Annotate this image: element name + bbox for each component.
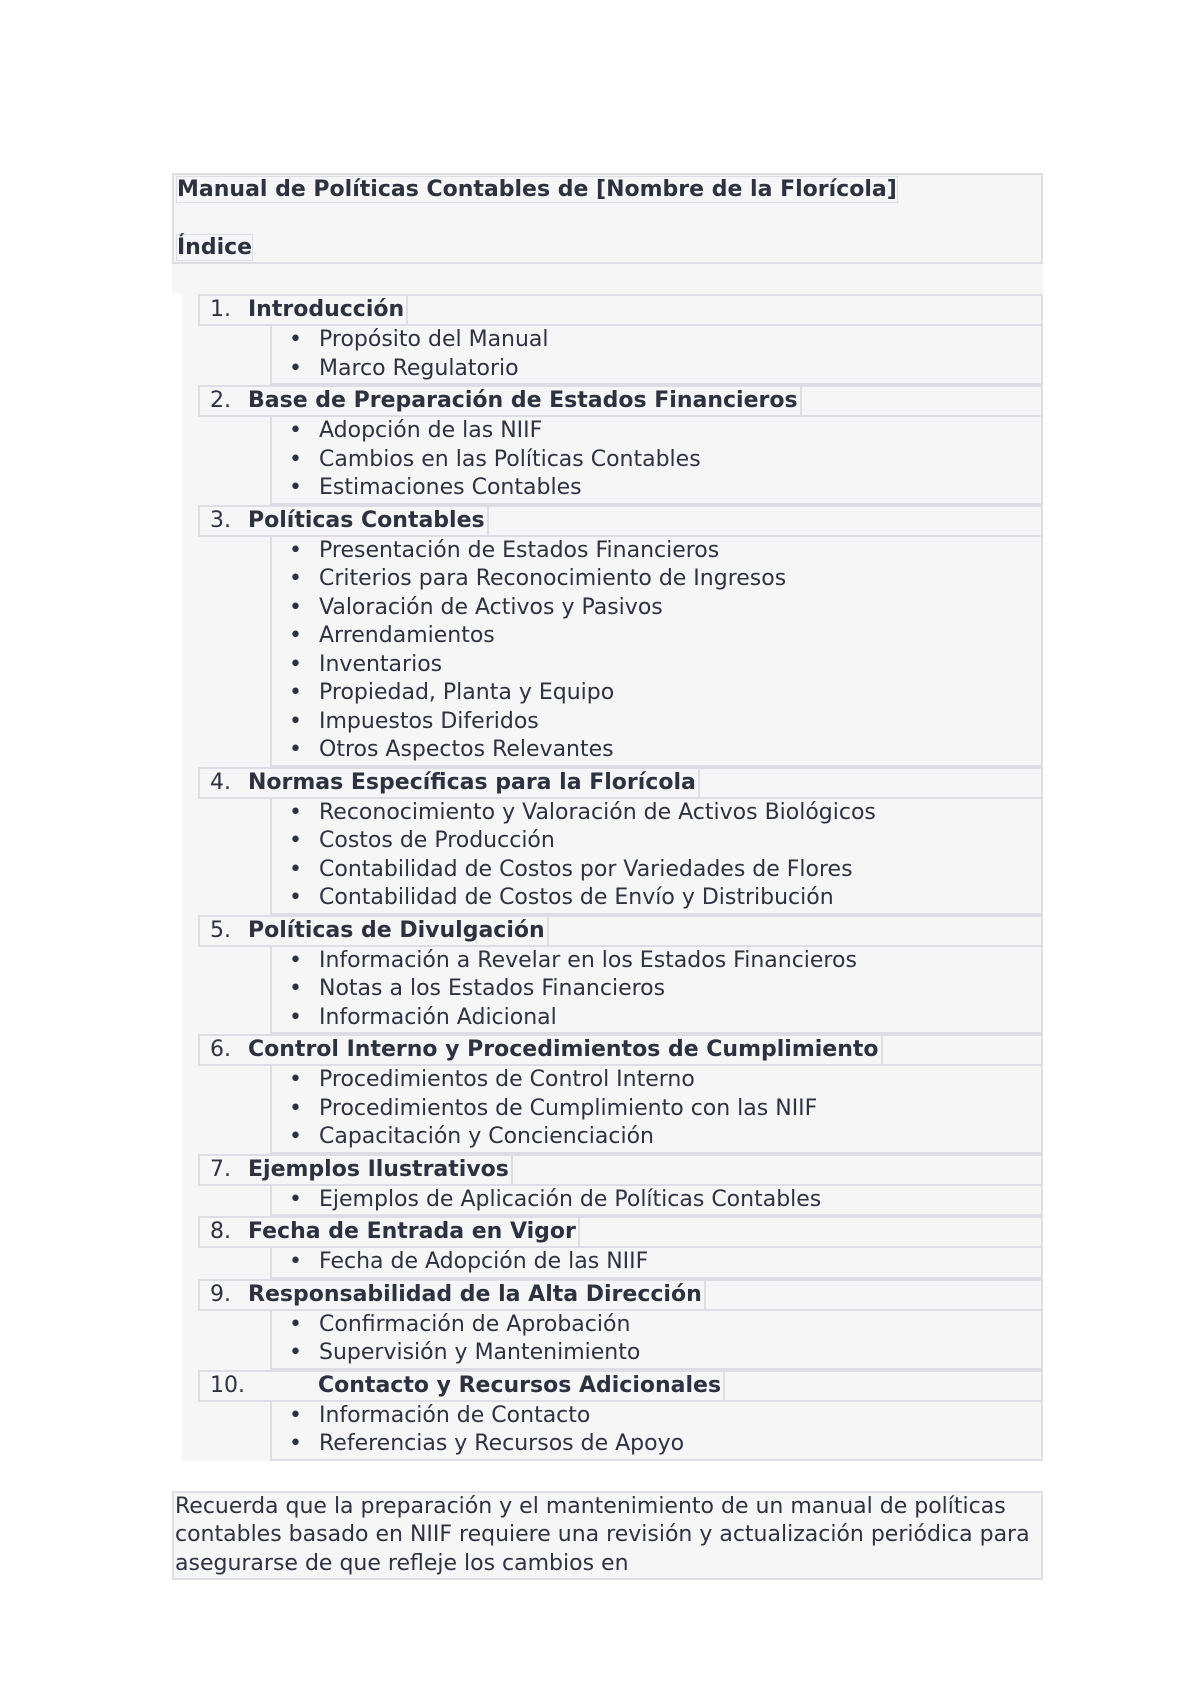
bullet-icon: •: [289, 737, 302, 762]
list-item-label: Información a Revelar en los Estados Financieros: [319, 947, 857, 973]
list-item-label: Capacitación y Concienciación: [319, 1124, 654, 1149]
bullet-icon: •: [289, 418, 302, 443]
list-item-label: Propósito del Manual: [319, 327, 549, 352]
list-item: [272, 537, 1041, 566]
toc-subitems: [270, 1311, 1043, 1370]
list-item: [272, 1066, 1041, 1095]
section-title: Normas Específicas para la Florícola: [248, 769, 700, 797]
bullet-icon: •: [289, 1067, 302, 1092]
list-item: [272, 856, 1041, 885]
bullet-icon: •: [289, 651, 302, 677]
list-item-label: Impuestos Diferidos: [319, 708, 539, 734]
bullet-icon: •: [289, 566, 302, 591]
list-item-label: Supervisión y Mantenimiento: [319, 1340, 641, 1365]
section-title: Políticas Contables: [248, 507, 489, 535]
section-title: Contacto y Recursos Adicionales: [318, 1372, 725, 1400]
bullet-icon: •: [289, 828, 302, 853]
list-item-label: Referencias y Recursos de Apoyo: [319, 1431, 685, 1456]
list-item-label: Contabilidad de Costos de Envío y Distribución: [319, 885, 834, 910]
document-title: Manual de Políticas Contables de [Nombre de la Florícola]: [177, 177, 897, 202]
toc-subitems: [270, 1066, 1043, 1154]
list-item: [272, 736, 1041, 765]
list-item-label: Inventarios: [319, 651, 443, 677]
bullet-icon: •: [289, 446, 302, 472]
list-item: [272, 1339, 1041, 1368]
toc-subitems: [270, 1402, 1043, 1461]
list-item: [272, 565, 1041, 594]
section-number: 2.: [210, 388, 231, 413]
list-item: [272, 884, 1041, 913]
bullet-icon: •: [289, 1431, 302, 1456]
bullet-icon: •: [289, 1311, 302, 1337]
section-number: 6.: [210, 1037, 231, 1062]
list-item: [272, 474, 1041, 503]
list-item-label: Información Adicional: [319, 1004, 557, 1030]
list-item-label: Cambios en las Políticas Contables: [319, 446, 701, 472]
toc-subitems: [270, 1186, 1043, 1217]
toc-subitems: [270, 799, 1043, 915]
toc-section-header: [198, 767, 1043, 799]
list-item: [272, 947, 1041, 976]
section-title: Base de Preparación de Estados Financieros: [248, 387, 802, 415]
list-item: [272, 326, 1041, 355]
toc-subitems: [270, 326, 1043, 385]
bullet-icon: •: [289, 475, 302, 500]
list-item-label: Arrendamientos: [319, 623, 495, 648]
list-item: [272, 594, 1041, 623]
bullet-icon: •: [289, 947, 302, 973]
section-number: 3.: [210, 507, 231, 533]
list-item: [272, 417, 1041, 446]
list-item: [272, 975, 1041, 1004]
list-item-label: Contabilidad de Costos por Variedades de Flores: [319, 856, 853, 882]
list-item-label: Procedimientos de Cumplimiento con las NIIF: [319, 1095, 818, 1121]
toc-section-header: [198, 294, 1043, 326]
section-number: 9.: [210, 1281, 231, 1307]
list-item-label: Costos de Producción: [319, 828, 555, 853]
list-item: [272, 799, 1041, 828]
list-item-label: Propiedad, Planta y Equipo: [319, 680, 615, 705]
list-item: [272, 827, 1041, 856]
section-title: Control Interno y Procedimientos de Cumplimiento: [248, 1036, 883, 1064]
list-item-label: Adopción de las NIIF: [319, 418, 543, 443]
list-item-label: Otros Aspectos Relevantes: [319, 737, 614, 762]
toc-subitems: [270, 417, 1043, 505]
bullet-icon: •: [289, 327, 302, 352]
toc-subitems: [270, 537, 1043, 767]
bullet-icon: •: [289, 680, 302, 705]
section-title: Ejemplos Ilustrativos: [248, 1156, 513, 1184]
bullet-icon: •: [289, 708, 302, 734]
list-item: [272, 1186, 1041, 1215]
list-item-label: Criterios para Reconocimiento de Ingresos: [319, 566, 787, 591]
section-title: Fecha de Entrada en Vigor: [248, 1218, 580, 1246]
list-item: [272, 622, 1041, 651]
bullet-icon: •: [289, 537, 302, 563]
list-item: [272, 446, 1041, 475]
section-number: 8.: [210, 1219, 231, 1244]
list-item: [272, 1123, 1041, 1152]
list-item: [272, 1004, 1041, 1033]
section-number: 4.: [210, 769, 231, 795]
section-number: 5.: [210, 917, 231, 943]
list-item: [272, 355, 1041, 384]
toc-subitems: [270, 947, 1043, 1035]
closing-paragraph: Recuerda que la preparación y el mantenimiento de un manual de políticas contables basado en NIIF requiere una revisión y actualización periódica para asegurarse de que refleje los cambios en: [172, 1491, 1043, 1581]
list-item-label: Procedimientos de Control Interno: [319, 1067, 695, 1092]
bullet-icon: •: [289, 623, 302, 648]
toc-section-header: [198, 385, 1043, 417]
list-item: [272, 651, 1041, 680]
list-item: [272, 1248, 1041, 1277]
spacer: [172, 264, 1043, 294]
bullet-icon: •: [289, 885, 302, 910]
bullet-icon: •: [289, 1095, 302, 1121]
list-item: [272, 679, 1041, 708]
list-item-label: Estimaciones Contables: [319, 475, 582, 500]
list-item-label: Confirmación de Aprobación: [319, 1311, 631, 1337]
list-item-label: Información de Contacto: [319, 1402, 591, 1428]
toc-section-header: [198, 505, 1043, 537]
bullet-icon: •: [289, 1004, 302, 1030]
title-block: [172, 173, 1043, 264]
list-item-label: Marco Regulatorio: [319, 355, 519, 381]
bullet-icon: •: [289, 799, 302, 825]
bullet-icon: •: [289, 976, 302, 1001]
toc-section-header: [198, 1370, 1043, 1402]
section-title: Políticas de Divulgación: [248, 917, 549, 945]
list-item-label: Reconocimiento y Valoración de Activos Biológicos: [319, 799, 876, 825]
list-item: [272, 1430, 1041, 1459]
bullet-icon: •: [289, 594, 302, 620]
bullet-icon: •: [289, 856, 302, 882]
list-item-label: Ejemplos de Aplicación de Políticas Contables: [319, 1186, 822, 1212]
section-title: Responsabilidad de la Alta Dirección: [248, 1281, 706, 1309]
list-item-label: Fecha de Adopción de las NIIF: [319, 1249, 649, 1274]
document: [172, 173, 1043, 1580]
bullet-icon: •: [289, 1340, 302, 1365]
list-item-label: Presentación de Estados Financieros: [319, 537, 720, 563]
bullet-icon: •: [289, 1402, 302, 1428]
section-number: 7.: [210, 1156, 231, 1182]
list-item: [272, 1095, 1041, 1124]
toc-section-header: [198, 1034, 1043, 1066]
toc-section-header: [198, 1154, 1043, 1186]
section-title: Introducción: [248, 296, 408, 324]
bullet-icon: •: [289, 1124, 302, 1149]
section-number: 1.: [210, 297, 231, 322]
list-item-label: Notas a los Estados Financieros: [319, 976, 666, 1001]
bullet-icon: •: [289, 355, 302, 381]
table-of-contents: [182, 294, 1043, 1461]
list-item: [272, 708, 1041, 737]
section-number: 10.: [210, 1372, 245, 1398]
list-item: [272, 1311, 1041, 1340]
toc-subitems: [270, 1248, 1043, 1279]
bullet-icon: •: [289, 1186, 302, 1212]
toc-section-header: [198, 1216, 1043, 1248]
toc-section-header: [198, 1279, 1043, 1311]
index-heading: Índice: [177, 235, 253, 260]
bullet-icon: •: [289, 1249, 302, 1274]
list-item-label: Valoración de Activos y Pasivos: [319, 594, 663, 620]
toc-section-header: [198, 915, 1043, 947]
list-item: [272, 1402, 1041, 1431]
